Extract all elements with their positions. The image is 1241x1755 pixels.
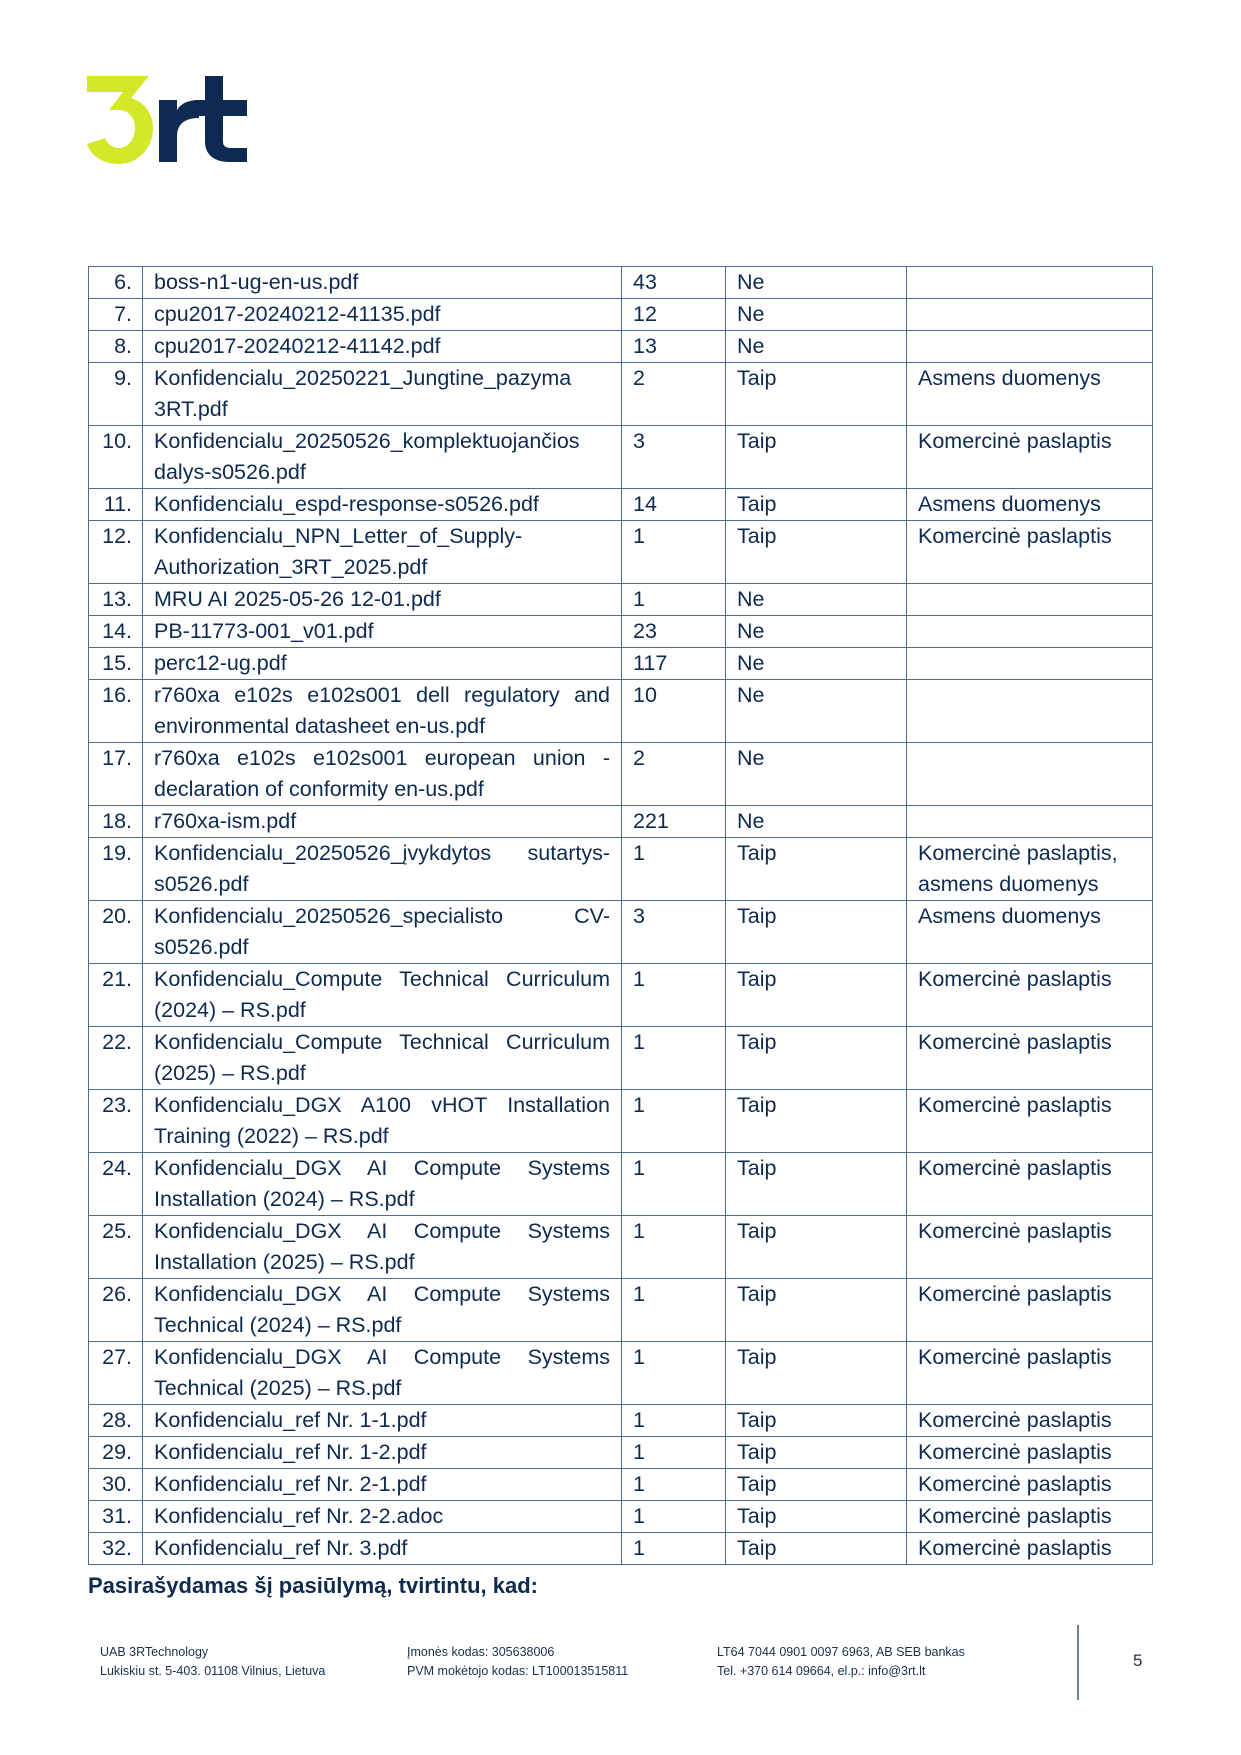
confidential-flag: Ne [726,806,907,838]
confidential-reason: Komercinė paslaptis [907,1437,1153,1469]
page-count: 1 [622,1437,726,1469]
confidential-reason: Komercinė paslaptis [907,1090,1153,1153]
row-number: 13. [89,584,143,616]
page-count: 1 [622,1469,726,1501]
table-row [89,964,1153,1027]
confidential-flag: Ne [726,743,907,806]
file-name: cpu2017-20240212-41135.pdf [143,299,622,331]
row-number: 30. [89,1469,143,1501]
file-name: Konfidencialu_ref Nr. 3.pdf [143,1533,622,1565]
page-count: 1 [622,1405,726,1437]
table-row [89,299,1153,331]
footer-codes-block [407,1643,628,1681]
confidential-reason: Komercinė paslaptis, asmens duomenys [907,838,1153,901]
table-row [89,1027,1153,1090]
page-count: 1 [622,1533,726,1565]
row-number: 10. [89,426,143,489]
table-row [89,1405,1153,1437]
confidential-reason [907,267,1153,299]
confidential-reason: Komercinė paslaptis [907,521,1153,584]
confidential-reason: Komercinė paslaptis [907,1469,1153,1501]
footer-bank-account: LT64 7044 0901 0097 6963, AB SEB bankas [717,1645,965,1659]
confidential-flag: Ne [726,648,907,680]
confidential-reason [907,299,1153,331]
confidential-reason: Komercinė paslaptis [907,964,1153,1027]
table-row [89,901,1153,964]
confidential-reason: Komercinė paslaptis [907,1533,1153,1565]
table-row [89,680,1153,743]
confidential-reason [907,584,1153,616]
table-row [89,1090,1153,1153]
confidential-flag: Ne [726,267,907,299]
file-name: r760xa-ism.pdf [143,806,622,838]
confidential-reason: Komercinė paslaptis [907,1279,1153,1342]
confidential-flag: Taip [726,1153,907,1216]
table-row [89,838,1153,901]
confidential-flag: Taip [726,363,907,426]
confidential-flag: Taip [726,426,907,489]
table-row [89,806,1153,838]
row-number: 15. [89,648,143,680]
confidential-reason [907,806,1153,838]
row-number: 31. [89,1501,143,1533]
confidential-flag: Taip [726,1501,907,1533]
confidential-flag: Ne [726,616,907,648]
row-number: 23. [89,1090,143,1153]
page-number: 5 [1133,1651,1143,1670]
file-name: Konfidencialu_20250221_Jungtine_pazyma 3RT.pdf [143,363,622,426]
confidential-reason: Asmens duomenys [907,489,1153,521]
page-count: 13 [622,331,726,363]
file-name: Konfidencialu_ref Nr. 2-1.pdf [143,1469,622,1501]
row-number: 25. [89,1216,143,1279]
file-name: r760xa e102s e102s001 dell regulatory and environmental datasheet en-us.pdf [143,680,622,743]
page-count: 2 [622,363,726,426]
file-name: Konfidencialu_DGX AI Compute Systems Technical (2025) – RS.pdf [143,1342,622,1405]
3rt-logo-icon [87,76,247,164]
page-count: 1 [622,1279,726,1342]
table-row [89,363,1153,426]
page-count: 1 [622,584,726,616]
table-row [89,1216,1153,1279]
file-name: PB-11773-001_v01.pdf [143,616,622,648]
confidential-flag: Ne [726,331,907,363]
footer-company-block [100,1643,325,1681]
confidential-reason: Komercinė paslaptis [907,1501,1153,1533]
confidential-flag: Taip [726,1279,907,1342]
page-count: 43 [622,267,726,299]
table-row [89,267,1153,299]
row-number: 32. [89,1533,143,1565]
row-number: 19. [89,838,143,901]
confidential-reason [907,331,1153,363]
confidential-flag: Taip [726,838,907,901]
confidential-reason: Asmens duomenys [907,901,1153,964]
confidential-reason [907,680,1153,743]
footer-vat-code: PVM mokėtojo kodas: LT100013515811 [407,1664,629,1678]
row-number: 27. [89,1342,143,1405]
confidential-flag: Taip [726,1090,907,1153]
table-row [89,584,1153,616]
file-name: cpu2017-20240212-41142.pdf [143,331,622,363]
footer-company-name: UAB 3RTechnology [100,1645,209,1659]
file-name: r760xa e102s e102s001 european union - declaration of conformity en-us.pdf [143,743,622,806]
page-count: 1 [622,1501,726,1533]
file-name: Konfidencialu_Compute Technical Curriculum (2024) – RS.pdf [143,964,622,1027]
page-count: 10 [622,680,726,743]
file-name: Konfidencialu_DGX AI Compute Systems Installation (2025) – RS.pdf [143,1216,622,1279]
file-name: Konfidencialu_ref Nr. 1-2.pdf [143,1437,622,1469]
table-row [89,489,1153,521]
confidential-flag: Taip [726,521,907,584]
table-row [89,1342,1153,1405]
page-footer [100,1643,1160,1703]
confidential-reason: Komercinė paslaptis [907,1405,1153,1437]
file-name: Konfidencialu_DGX AI Compute Systems Installation (2024) – RS.pdf [143,1153,622,1216]
page-count: 1 [622,1216,726,1279]
file-name: Konfidencialu_DGX A100 vHOT Installation Training (2022) – RS.pdf [143,1090,622,1153]
row-number: 16. [89,680,143,743]
confidential-flag: Ne [726,584,907,616]
row-number: 24. [89,1153,143,1216]
row-number: 22. [89,1027,143,1090]
table-row [89,1437,1153,1469]
file-name: Konfidencialu_DGX AI Compute Systems Technical (2024) – RS.pdf [143,1279,622,1342]
footer-contact: Tel. +370 614 09664, el.p.: info@3rt.lt [717,1664,926,1678]
row-number: 7. [89,299,143,331]
documents-table [88,266,1153,1565]
confidential-reason: Komercinė paslaptis [907,1216,1153,1279]
confidential-reason: Komercinė paslaptis [907,1027,1153,1090]
table-row [89,331,1153,363]
confidential-flag: Taip [726,901,907,964]
file-name: perc12-ug.pdf [143,648,622,680]
table-row [89,1533,1153,1565]
confidential-flag: Taip [726,489,907,521]
page-count: 1 [622,838,726,901]
row-number: 18. [89,806,143,838]
row-number: 21. [89,964,143,1027]
page-count: 1 [622,964,726,1027]
confidential-flag: Taip [726,964,907,1027]
page-count: 3 [622,901,726,964]
confidential-reason: Komercinė paslaptis [907,1153,1153,1216]
page-count: 12 [622,299,726,331]
footer-divider [1077,1625,1079,1700]
confidential-flag: Taip [726,1533,907,1565]
page-count: 1 [622,1027,726,1090]
page-count: 1 [622,1342,726,1405]
table-row [89,616,1153,648]
footer-company-code: Įmonės kodas: 305638006 [407,1645,555,1659]
confidential-reason [907,616,1153,648]
file-name: Konfidencialu_20250526_komplektuojančios dalys-s0526.pdf [143,426,622,489]
file-name: boss-n1-ug-en-us.pdf [143,267,622,299]
page-count: 1 [622,521,726,584]
file-name: Konfidencialu_ref Nr. 2-2.adoc [143,1501,622,1533]
row-number: 12. [89,521,143,584]
confidential-flag: Taip [726,1469,907,1501]
file-name: Konfidencialu_Compute Technical Curriculum (2025) – RS.pdf [143,1027,622,1090]
page-count: 1 [622,1090,726,1153]
page-count: 23 [622,616,726,648]
table-row [89,1501,1153,1533]
footer-bank-block [717,1643,965,1681]
file-name: Konfidencialu_20250526_specialisto CV-s0526.pdf [143,901,622,964]
file-name: Konfidencialu_NPN_Letter_of_Supply-Authorization_3RT_2025.pdf [143,521,622,584]
row-number: 14. [89,616,143,648]
confidential-reason [907,743,1153,806]
file-name: Konfidencialu_20250526_įvykdytos sutartys-s0526.pdf [143,838,622,901]
page-count: 3 [622,426,726,489]
confidential-flag: Taip [726,1342,907,1405]
table-row [89,648,1153,680]
page-count: 14 [622,489,726,521]
confidential-flag: Taip [726,1027,907,1090]
row-number: 8. [89,331,143,363]
page-count: 221 [622,806,726,838]
confidential-flag: Taip [726,1437,907,1469]
confidential-reason: Komercinė paslaptis [907,426,1153,489]
table-row [89,426,1153,489]
row-number: 9. [89,363,143,426]
confidential-flag: Ne [726,680,907,743]
table-row [89,1153,1153,1216]
row-number: 28. [89,1405,143,1437]
confidential-flag: Taip [726,1405,907,1437]
table-row [89,743,1153,806]
closing-heading: Pasirašydamas šį pasiūlymą, tvirtintu, kad: [88,1573,538,1598]
confidential-reason [907,648,1153,680]
company-logo [87,76,247,164]
confidential-reason: Asmens duomenys [907,363,1153,426]
confidential-reason: Komercinė paslaptis [907,1342,1153,1405]
confidential-flag: Ne [726,299,907,331]
page-count: 2 [622,743,726,806]
confidential-flag: Taip [726,1216,907,1279]
row-number: 6. [89,267,143,299]
row-number: 29. [89,1437,143,1469]
table-row [89,521,1153,584]
page-count: 1 [622,1153,726,1216]
footer-address: Lukiskiu st. 5-403. 01108 Vilnius, Lietuva [100,1664,326,1678]
file-name: MRU AI 2025-05-26 12-01.pdf [143,584,622,616]
table-row [89,1469,1153,1501]
row-number: 17. [89,743,143,806]
page-count: 117 [622,648,726,680]
file-name: Konfidencialu_ref Nr. 1-1.pdf [143,1405,622,1437]
file-name: Konfidencialu_espd-response-s0526.pdf [143,489,622,521]
table-row [89,1279,1153,1342]
row-number: 26. [89,1279,143,1342]
row-number: 20. [89,901,143,964]
row-number: 11. [89,489,143,521]
